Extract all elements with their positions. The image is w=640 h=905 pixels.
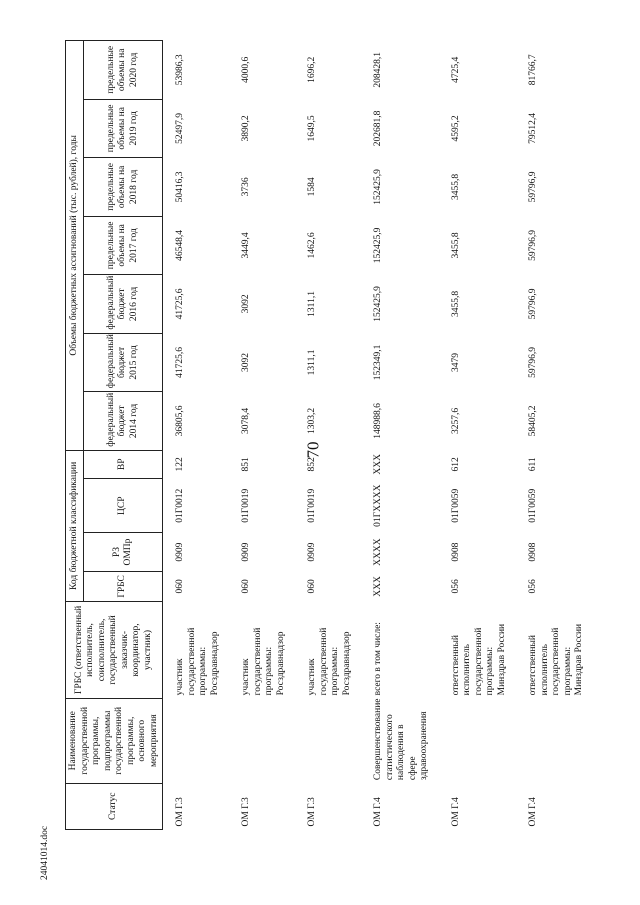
cell-csr: 01ГХХХХ [373,484,383,527]
cell-2020: 81766,7 [528,54,538,86]
cell-status: ОМ Г.4 [373,797,383,827]
cell-rz: 0909 [175,542,185,562]
header-name: Наименование государственной программы, подпрограммы государственной программы, основного мероприятия [66,698,163,783]
table-row [516,41,594,830]
header-grbs: ГРБС (ответственный исполнитель, соисполнитель, государственный заказчик-координатор, участник) [66,602,163,699]
header-2016: федеральный бюджет 2016 год [84,275,163,334]
cell-rz: 0909 [241,542,251,562]
header-csr: ЦСР [84,478,163,532]
header-budget-group: Объемы бюджетных ассигнований (тыс. рублей), годы [66,41,84,451]
cell-2018: 50416,3 [175,171,185,203]
cell-2016: 41725,6 [175,288,185,320]
cell-2014: 3257,6 [450,407,461,435]
cell-2016: 3092 [241,294,251,314]
footer-filename: 24041014.doc [40,825,50,880]
table-row [361,41,439,830]
cell-2017: 152425,9 [373,227,383,264]
cell-status: ОМ Г.3 [241,797,251,827]
cell-2014: 3078,4 [241,407,251,435]
rotated-table-container [65,30,585,830]
cell-2018: 3455,8 [450,173,461,200]
cell-grbs: участник государственной программы: Росздравнадзор [175,627,220,696]
cell-2020: 4725,4 [450,56,461,83]
cell-status: ОМ Г.3 [175,797,185,827]
cell-vr: 612 [450,457,461,472]
header-2015: федеральный бюджет 2015 год [84,333,163,392]
cell-status: ОМ Г.3 [307,797,317,827]
cell-grbs-code: 060 [307,579,317,594]
cell-csr: 01Г0012 [175,488,185,523]
cell-2016: 59796,9 [528,288,538,320]
cell-2020: 1696,2 [307,56,317,83]
header-2020: предельные объемы на 2020 год [84,41,163,100]
header-2019: предельные объемы на 2019 год [84,99,163,158]
page-number-text: 70 [303,441,323,459]
cell-2019: 202681,8 [373,110,383,147]
header-grbs-code: ГРБС [84,571,163,601]
cell-vr: 122 [175,457,185,472]
cell-vr: ХХХ [373,454,383,475]
table-row [439,41,517,830]
cell-2019: 52497,9 [175,112,185,144]
table-row [295,41,361,830]
cell-vr: 611 [528,457,538,472]
cell-2019: 1649,5 [307,115,317,142]
cell-grbs: ответственный исполнитель государственной программы: Минздрав России [450,623,507,696]
cell-2017: 46548,4 [175,229,185,261]
cell-grbs-code: ХХХ [373,576,383,597]
cell-name [229,698,295,783]
table-row [163,41,230,830]
cell-2019: 4595,2 [450,115,461,142]
cell-csr: 01Г0059 [528,488,538,523]
cell-2018: 3736 [241,177,251,197]
cell-rz: 0908 [450,542,461,562]
cell-2014: 36805,6 [175,405,185,437]
cell-2015: 152349,1 [373,344,383,381]
header-rz: РЗ ОМПр [84,533,163,571]
cell-name [439,698,517,783]
cell-grbs: участник государственной программы: Росздравнадзор [307,627,352,696]
cell-2015: 41725,6 [175,347,185,378]
cell-vr: 851 [241,457,251,472]
header-vr: ВР [84,450,163,478]
header-code-group: Код бюджетной классификации [66,450,84,601]
cell-2018: 59796,9 [528,171,538,203]
cell-2014: 148988,6 [373,403,383,439]
cell-name [295,698,361,783]
cell-status: ОМ Г.4 [528,797,538,827]
cell-2020: 4000,6 [241,56,251,83]
cell-grbs-code: 060 [175,579,185,594]
header-2014: федеральный бюджет 2014 год [84,392,163,451]
table-body [163,41,594,830]
cell-grbs: ответственный исполнитель государственной программы: Минздрав России [528,623,584,696]
cell-grbs-code: 056 [450,579,461,594]
cell-2019: 3890,2 [241,115,251,142]
table-header [66,41,163,830]
cell-grbs: участник государственной программы: Росздравнадзор [241,627,286,696]
cell-2015: 1311,1 [307,349,317,376]
cell-rz: 0908 [528,542,538,562]
cell-rz: ХХХХ [373,538,383,566]
cell-2014: 58405,2 [528,405,538,437]
cell-2016: 3455,8 [450,290,461,317]
cell-2018: 1584 [307,177,317,197]
cell-2016: 1311,1 [307,291,317,317]
cell-2020: 208428,1 [373,52,383,88]
cell-2018: 152425,9 [373,169,383,205]
cell-name [516,698,594,783]
cell-csr: 01Г0019 [241,488,251,523]
header-2017: предельные объемы на 2017 год [84,216,163,275]
cell-2015: 59796,9 [528,347,538,378]
cell-name: Совершенствование статистического наблюдения в сфере здравоохранения [373,698,429,781]
cell-2017: 3449,4 [241,232,251,259]
cell-csr: 01Г0019 [307,488,317,523]
cell-status: ОМ Г.4 [450,797,461,827]
cell-2016: 152425,9 [373,286,383,322]
budget-table [65,40,594,830]
cell-grbs-code: 060 [241,579,251,594]
cell-2019: 79512,4 [528,112,538,144]
cell-2014: 1303,2 [307,407,317,435]
cell-2017: 3455,8 [450,232,461,259]
header-2018: предельные объемы на 2018 год [84,158,163,217]
cell-2017: 59796,9 [528,229,538,261]
table-row [229,41,295,830]
header-status: Статус [66,783,163,829]
cell-2015: 3092 [241,352,251,372]
cell-name [163,698,230,783]
cell-grbs: всего в том числе: [373,622,383,696]
cell-2015: 3479 [450,352,461,372]
cell-vr: 852 [307,457,317,472]
cell-csr: 01Г0059 [450,488,461,523]
cell-2020: 53986,3 [175,54,185,86]
cell-rz: 0909 [307,542,317,562]
cell-2017: 1462,6 [307,232,317,259]
cell-grbs-code: 056 [528,579,538,594]
